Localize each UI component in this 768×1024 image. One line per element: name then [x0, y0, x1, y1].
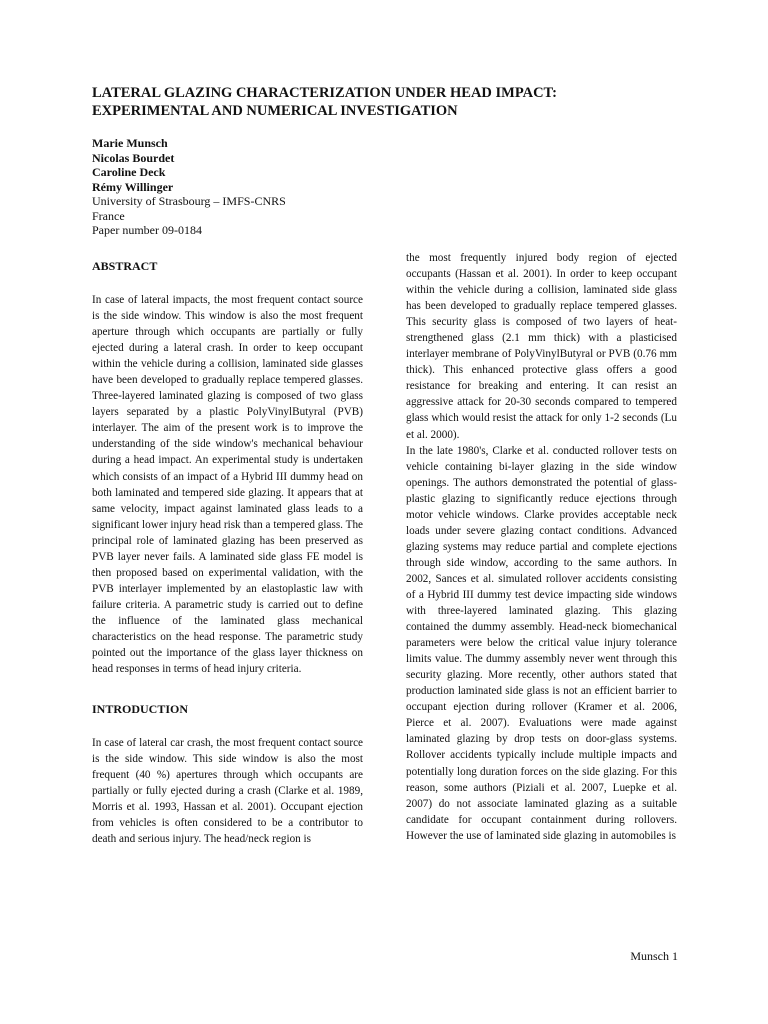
body-paragraph: In the late 1980's, Clarke et al. conducted rollover tests on vehicle containing bi-layer glazing in the side window openings. The authors demonstrated the potential of glass-plastic glazing to significantly reduce ejections through motor vehicle windows. Clarke provides acceptable neck loads under severe glazing contact conditions. Advanced glazing systems may reduce partial and complete ejections through side window, according to the same authors. In 2002, Sances et al. simulated rollover accidents consisting of a Hybrid III dummy test device impacting side windows with three-layered laminated glazing. This glazing contained the dummy assembly. Head-neck biomechanical parameters were below the critical value injury tolerance limits value. The dummy assembly never went through this security glazing. More recently, other authors stated that production laminated side glass is not an efficient barrier to occupant ejection during rollover (Kramer et al. 2006, Pierce et al. 2007). Evaluations were made against laminated glazing by drop tests on door-glass systems. Rollover accidents typically include multiple impacts and potentially long duration forces on the side glazing. For this reason, some authors (Piziali et al. 2007, Luepke et al. 2007) do not associate laminated glazing as a suitable candidate for occupant containment during rollovers. However the use of laminated side glazing in automobiles is: [406, 444, 677, 842]
right-column: [406, 250, 677, 844]
author-name: Marie Munsch: [92, 136, 168, 150]
title-line-2: EXPERIMENTAL AND NUMERICAL INVESTIGATION: [92, 103, 458, 119]
left-column: [92, 258, 363, 847]
paper-title: [92, 84, 692, 120]
introduction-heading: INTRODUCTION: [92, 702, 189, 717]
abstract-heading: ABSTRACT: [92, 259, 158, 273]
abstract-text: In case of lateral impacts, the most frequent contact source is the side window. This window is also the most frequent aperture through which occupants are partially or fully ejected during a lateral crash. In order to keep occupant within the vehicle during a collision, laminated side glasses have been developed to gradually replace tempered glasses. Three-layered laminated glazing is composed of two glass layers separated by a plastic PolyVinylButyral (PVB) interlayer. The aim of the present work is to improve the understanding of the side window's mechanical behaviour during a head impact. An experimental study is undertaken which consists of an impact of a Hybrid III dummy head on both laminated and tempered side glazing. It appears that at same velocity, impact against laminated glass leads to a significant lower injury head risk than a tempered glass. The principal role of laminated glazing has been preserved as PVB layer never fails. A laminated side glass FE model is then proposed based on experimental validation, with the PVB interlayer implemented by an elastoplastic law with failure criteria. A parametric study is carried out to define the influence of the laminated glass mechanical characteristics on the head response. The parametric study pointed out the importance of the glass layer thickness on head responses in terms of head injury criteria.: [92, 294, 363, 676]
title-line-1: LATERAL GLAZING CHARACTERIZATION UNDER HEAD IMPACT:: [92, 85, 557, 101]
introduction-text: In case of lateral car crash, the most frequent contact source is the side window. This side window is also the most frequent (40 %) apertures through which occupants are partially or fully ejected during a crash (Clarke et al. 1989, Morris et al. 1993, Hassan et al. 2001). Occupant ejection from vehicles is often considered to be a contributor to death and serious injury. The head/neck region is: [92, 737, 363, 846]
author-name: Nicolas Bourdet: [92, 150, 175, 165]
author-block: [92, 136, 392, 238]
body-paragraph: the most frequently injured body region of ejected occupants (Hassan et al. 2001). In order to keep occupant within the vehicle during a collision, laminated side glass has been developed to gradually replace tempered glasses. This security glass is composed of two layers of heat-strengthened glass (2.1 mm thick) with a plasticised interlayer membrane of PolyVinylButyral or PVB (0.76 mm thick). This enhanced protective glass offers a good resistance for breaking and entering. It can resist an aggressive attack for 20-30 seconds compared to tempered glass which would resist the attack for only 1-2 seconds (Lu et al. 2000).: [406, 252, 677, 441]
author-name: Caroline Deck: [92, 165, 166, 179]
page-footer: Munsch 1: [630, 949, 678, 963]
affiliation-institution: University of Strasbourg – IMFS-CNRS: [92, 194, 286, 208]
paper-number: Paper number 09-0184: [92, 223, 202, 237]
author-name: Rémy Willinger: [92, 179, 174, 194]
affiliation-country: France: [92, 208, 125, 223]
